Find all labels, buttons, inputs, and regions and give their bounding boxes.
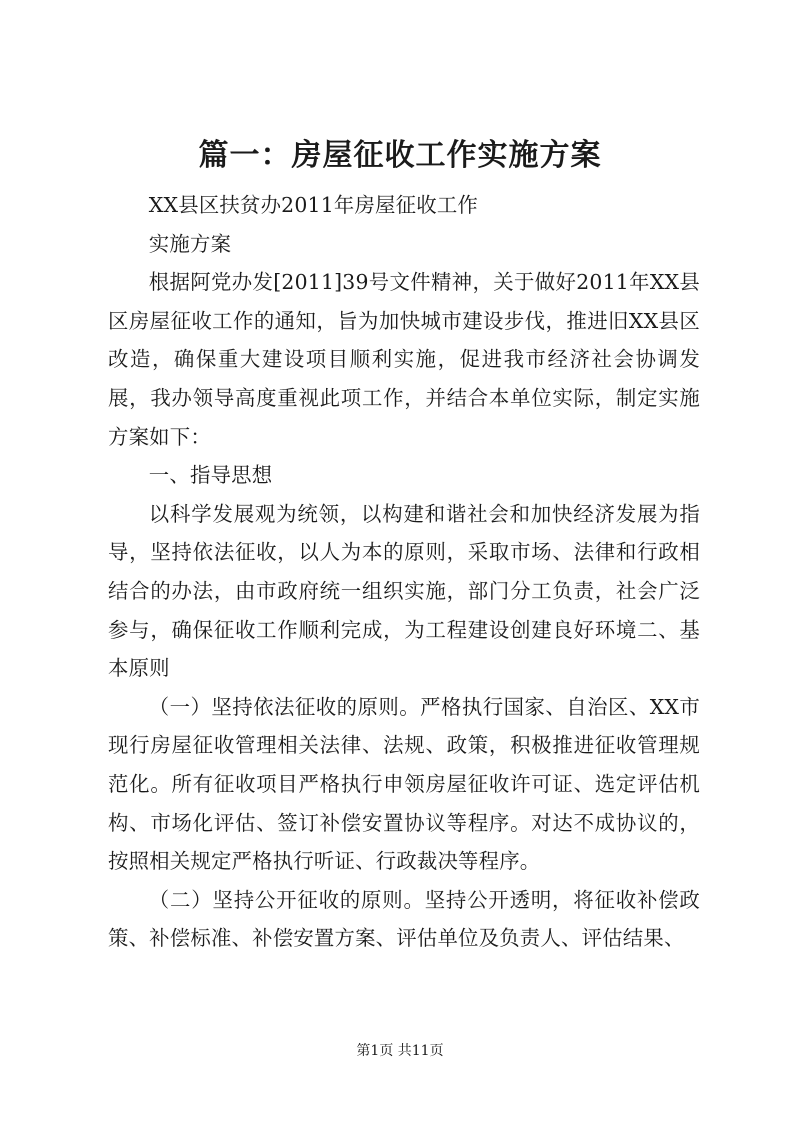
document-body xyxy=(108,186,700,958)
subtitle-line-1: XX县区扶贫办2011年房屋征收工作 xyxy=(148,193,479,217)
paragraph-principle-2: （二）坚持公开征收的原则。坚持公开透明，将征收补偿政策、补偿标准、补偿安置方案、评估单位及负责人、评估结果、 xyxy=(108,887,700,951)
subtitle-line-2: 实施方案 xyxy=(148,231,232,256)
paragraph-intro: 根据阿党办发[2011]39号文件精神，关于做好2011年XX县区房屋征收工作的通知，旨为加快城市建设步伐，推进旧XX县区改造，确保重大建设项目顺利实施，促进我市经济社会协调发展，我办领导高度重视此项工作，并结合本单位实际，制定实施方案如下： xyxy=(108,270,700,449)
paragraph-principle-1: （一）坚持依法征收的原则。严格执行国家、自治区、XX市现行房屋征收管理相关法律、法规、政策，积极推进征收管理规范化。所有征收项目严格执行申领房屋征收许可证、选定评估机构、市场化评估、签订补偿安置协议等程序。对达不成协议的，按照相关规定严格执行听证、行政裁决等程序。 xyxy=(108,694,700,874)
document-title: 篇一：房屋征收工作实施方案 xyxy=(198,138,602,173)
section-heading-guiding-ideology: 一、指导思想 xyxy=(148,463,273,488)
paragraph-guiding-ideology: 以科学发展观为统领，以构建和谐社会和加快经济发展为指导，坚持依法征收，以人为本的原则，采取市场、法律和行政相结合的办法，由市政府统一组织实施，部门分工负责，社会广泛参与，确保征收工作顺利完成，为工程建设创建良好环境二、基本原则 xyxy=(108,501,700,681)
page-number-footer: 第1页 共11页 xyxy=(356,1043,444,1059)
